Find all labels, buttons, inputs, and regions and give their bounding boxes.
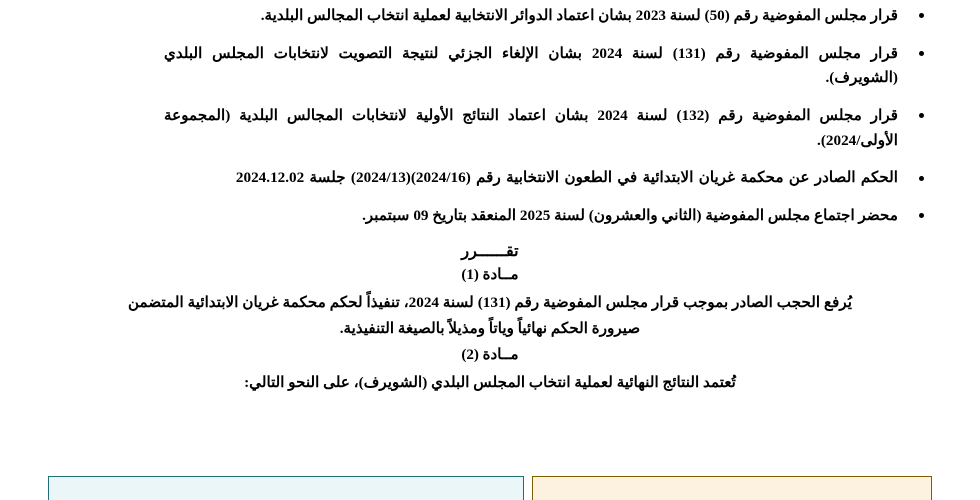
list-item-text: قرار مجلس المفوضية رقم (132) لسنة 2024 بشان اعتماد النتائج الأولية لانتخابات المجالس البلدية (المجموعة الأولى/2024). [164,106,898,149]
list-item-text: قرار مجلس المفوضية رقم (131) لسنة 2024 بشان الإلغاء الجزئي لنتيجة التصويت لانتخابات المجلس البلدي (الشويرف). [164,44,898,87]
list-item-text: محضر اجتماع مجلس المفوضية (الثاني والعشرون) لسنة 2025 المنعقد بتاريخ 09 سبتمبر. [362,206,898,224]
bullet-icon [919,213,924,218]
bullet-icon [919,51,924,56]
table-cell [48,476,524,500]
article-one-text: يُرفع الحجب الصادر بموجب قرار مجلس المفوضية رقم (131) لسنة 2024، تنفيذاً لحكم محكمة غريان الابتدائية المتضمن صيرورة الحكم نهائياً وياتاً ومذيلاً بالصيغة التنفيذية. [128,294,853,337]
list-item [48,104,932,153]
list-item [48,204,932,229]
decides-heading: تقــــــرر [461,243,519,261]
article-two-label: مــادة (2) [461,346,519,363]
list-item [48,166,932,191]
bullet-icon [919,176,924,181]
table-cell [532,476,932,500]
article-one-label: مــادة (1) [461,267,519,284]
list-item [48,42,932,91]
list-item-text: قرار مجلس المفوضية رقم (50) لسنة 2023 بشان اعتماد الدوائر الانتخابية لعملية انتخاب المجالس البلدية. [260,7,898,24]
cited-decisions-list [48,4,932,228]
results-table-top-edge [0,476,980,500]
list-item-text: الحكم الصادر عن محكمة غريان الابتدائية في الطعون الانتخابية رقم (2024/16)(2024/13) جلسة 2024.12.02 [235,169,898,187]
decision-body [48,241,932,395]
bullet-icon [919,113,924,118]
article-two-text: تُعتمد النتائج النهائية لعملية انتخاب المجلس البلدي (الشويرف)، على النحو التالي: [244,373,736,391]
bullet-icon [919,13,924,18]
list-item [48,4,932,29]
